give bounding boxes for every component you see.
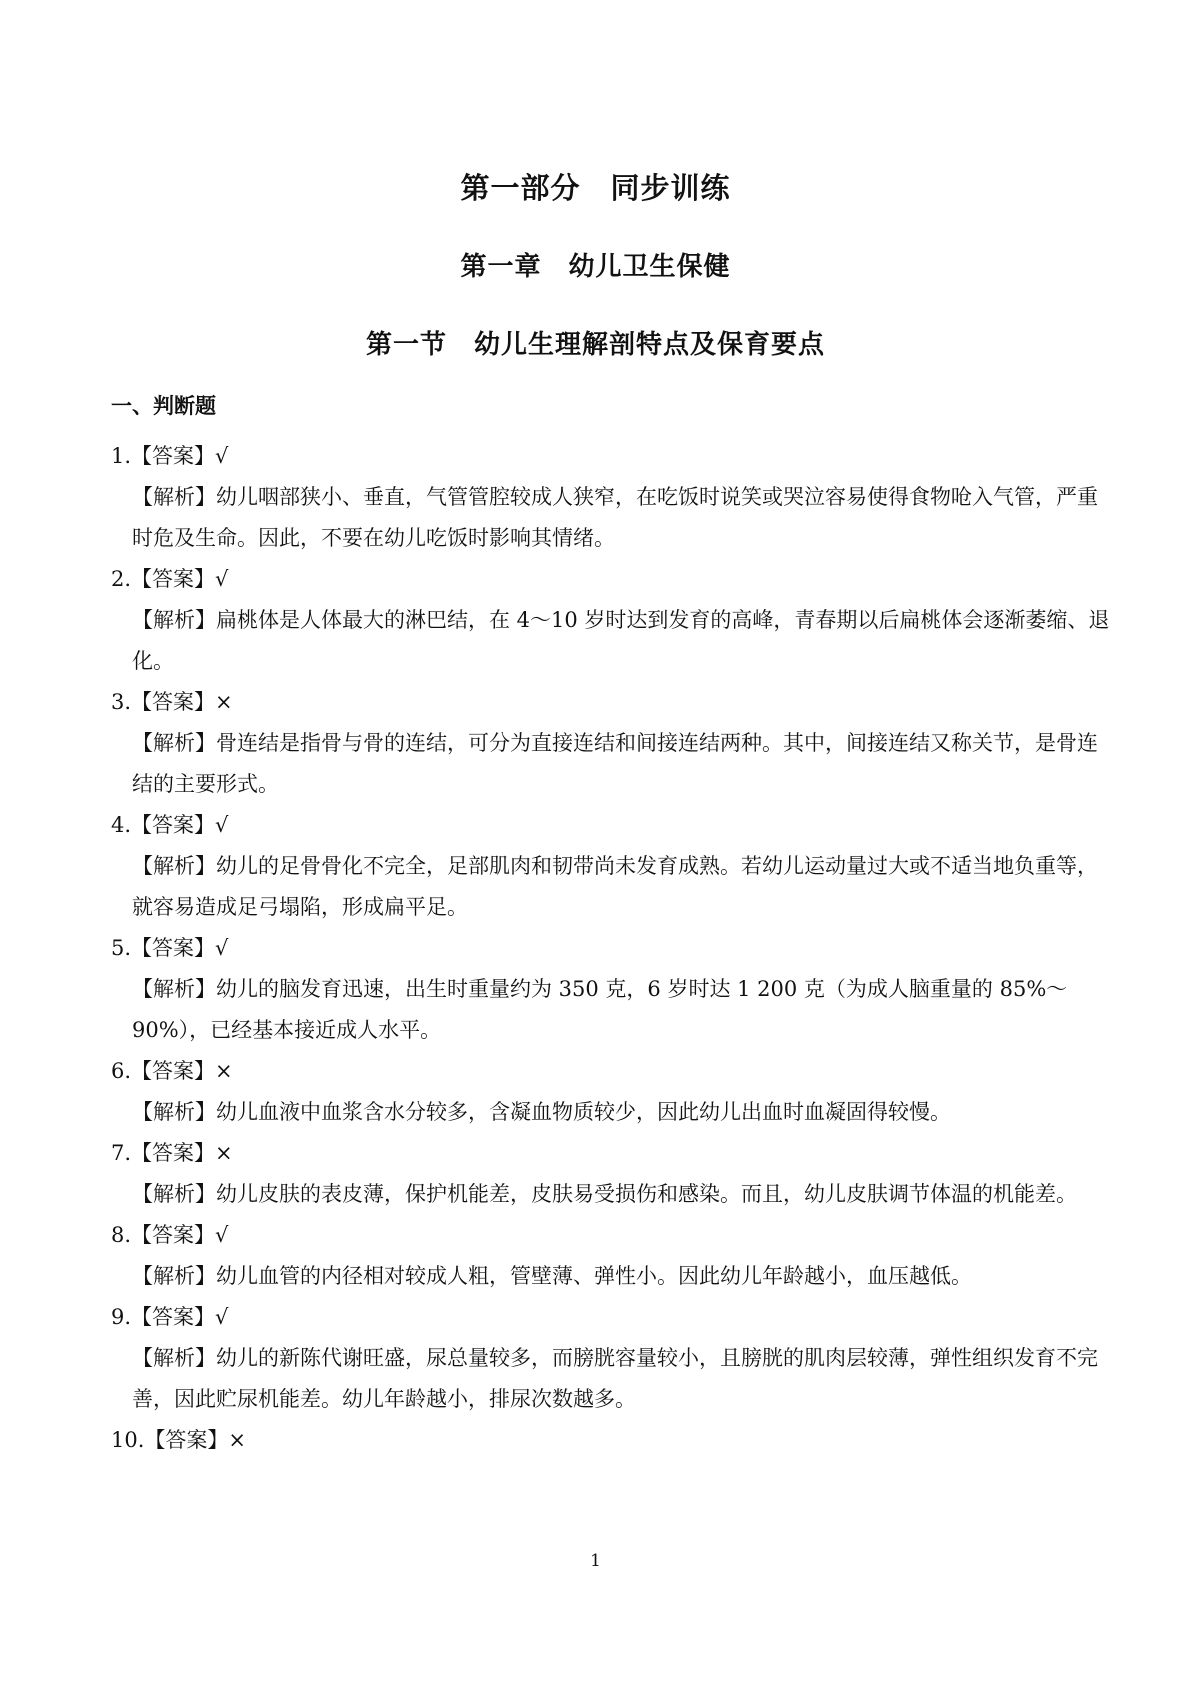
chapter-title: 第一章 幼儿卫生保健 — [460, 252, 731, 282]
explanation-text: 【解析】幼儿血液中血浆含水分较多，含凝血物质较少，因此幼儿出血时血凝固得较慢。 — [132, 1100, 951, 1124]
answer-item — [111, 1215, 1111, 1297]
answer-item — [111, 1420, 1111, 1461]
explanation-text: 【解析】幼儿血管的内径相对较成人粗，管壁薄、弹性小。因此幼儿年龄越小，血压越低。 — [132, 1264, 972, 1288]
section-title: 第一节 幼儿生理解剖特点及保育要点 — [365, 330, 825, 360]
answer-item — [111, 682, 1111, 805]
answer-line: 9.【答案】√ — [111, 1305, 229, 1329]
explanation-text: 【解析】幼儿的新陈代谢旺盛，尿总量较多，而膀胱容量较小，且膀胱的肌肉层较薄，弹性组织发育不完善，因此贮尿机能差。幼儿年龄越小，排尿次数越多。 — [132, 1346, 1098, 1411]
answer-item — [111, 559, 1111, 682]
explanation-text: 【解析】幼儿皮肤的表皮薄，保护机能差，皮肤易受损伤和感染。而且，幼儿皮肤调节体温的机能差。 — [132, 1182, 1077, 1206]
answer-item — [111, 1297, 1111, 1420]
answer-line: 3.【答案】× — [111, 690, 233, 714]
answer-item — [111, 1051, 1111, 1133]
answer-line: 1.【答案】√ — [111, 444, 229, 468]
answer-item — [111, 436, 1111, 559]
page-number: 1 — [590, 1551, 601, 1571]
answer-line: 2.【答案】√ — [111, 567, 229, 591]
answer-line: 10.【答案】× — [111, 1428, 246, 1452]
explanation-text: 【解析】幼儿的脑发育迅速，出生时重量约为 350 克，6 岁时达 1 200 克（为成人脑重量的 85%～90%），已经基本接近成人水平。 — [132, 977, 1068, 1042]
answer-line: 8.【答案】√ — [111, 1223, 229, 1247]
answer-line: 6.【答案】× — [111, 1059, 233, 1083]
answer-line: 7.【答案】× — [111, 1141, 233, 1165]
part-title: 第一部分 同步训练 — [460, 171, 731, 205]
explanation-text: 【解析】幼儿咽部狭小、垂直，气管管腔较成人狭窄，在吃饭时说笑或哭泣容易使得食物呛入气管，严重时危及生命。因此，不要在幼儿吃饭时影响其情绪。 — [132, 485, 1098, 550]
question-type-heading: 一、判断题 — [111, 394, 216, 418]
answer-item — [111, 928, 1111, 1051]
explanation-text: 【解析】幼儿的足骨骨化不完全，足部肌肉和韧带尚未发育成熟。若幼儿运动量过大或不适当地负重等，就容易造成足弓塌陷，形成扁平足。 — [132, 854, 1098, 919]
explanation-text: 【解析】扁桃体是人体最大的淋巴结，在 4～10 岁时达到发育的高峰，青春期以后扁桃体会逐渐萎缩、退化。 — [132, 608, 1110, 673]
answer-line: 4.【答案】√ — [111, 813, 229, 837]
answer-item — [111, 805, 1111, 928]
answer-item — [111, 1133, 1111, 1215]
explanation-text: 【解析】骨连结是指骨与骨的连结，可分为直接连结和间接连结两种。其中，间接连结又称关节，是骨连结的主要形式。 — [132, 731, 1098, 796]
answer-line: 5.【答案】√ — [111, 936, 229, 960]
answer-list — [111, 436, 1111, 1461]
